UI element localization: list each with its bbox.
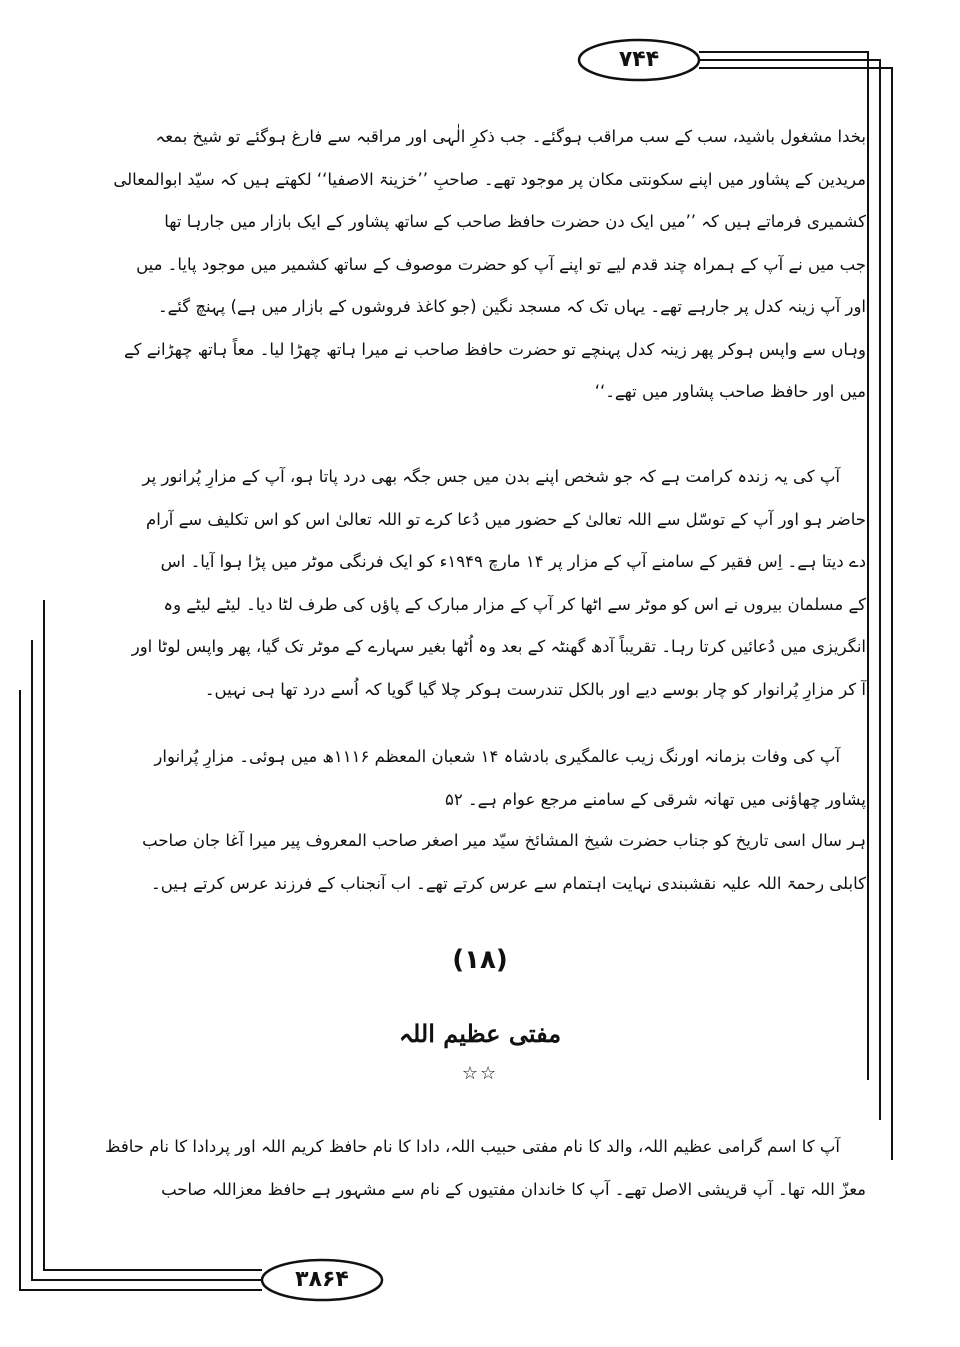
paragraph-1-line: اور آپ زینہ کدل پر جارہے تھے۔ یہاں تک کہ مسجد نگین (جو کاغذ فروشوں کے بازار میں ہے) پہنچ گئے۔	[157, 297, 866, 316]
chapter-number: (۱۸)	[452, 945, 508, 975]
bottom-page-number: ۳۸۶۴	[295, 1267, 349, 1292]
paragraph-3	[96, 736, 866, 821]
paragraph-2-line: آپ کی یہ زندہ کرامت ہے کہ جو شخص اپنے بدن میں جس جگہ بھی درد پاتا ہو، آپ کے مزارِ پُرانور پر	[142, 467, 840, 486]
paragraph-3-line: پشاور چھاؤنی میں تھانہ شرقی کے سامنے مرجع عوام ہے۔ ۵۲	[445, 789, 866, 809]
paragraph-1-line: وہاں سے واپس ہوکر پھر زینہ کدل پہنچے تو حضرت حافظ صاحب نے میرا ہاتھ چھڑا لیا۔ معاً ہاتھ چھڑانے کے	[123, 339, 866, 359]
paragraph-1	[96, 116, 866, 414]
paragraph-5	[96, 1126, 866, 1211]
top-page-number: ۷۴۴	[618, 47, 660, 72]
paragraph-4-line: ہر سال اسی تاریخ کو جناب حضرت شیخ المشائخ سیّد میر اصغر صاحب المعروف پیر میرا آغا جان صاحب	[142, 831, 866, 850]
section-heading: مفتی عظیم اللہ	[398, 1019, 562, 1048]
paragraph-5-line: آپ کا اسم گرامی عظیم اللہ، والد کا نام مفتی حبیب اللہ، دادا کا نام حافظ کریم اللہ اور پردادا کا نام حافظ	[105, 1137, 840, 1156]
paragraph-2	[96, 456, 866, 711]
paragraph-2-line: انگریزی میں دُعائیں کرتا رہا۔ تقریباً آدھ گھنٹہ کے بعد وہ اُٹھا بغیر سہارے کے موٹر تک گیا، پھر واپس لوٹا اور	[131, 637, 866, 656]
paragraph-4	[96, 820, 866, 905]
paragraph-2-line: کے مسلمان بیروں نے اس کو موٹر سے اٹھا کر آپ کے مزار مبارک کے پاؤں کی طرف لٹا دیا۔ لیٹے لیٹے وہ	[163, 594, 866, 614]
paragraph-1-line: مریدین کے پشاور میں اپنے سکونتی مکان پر موجود تھے۔ صاحبِ ’’خزینۃ الاصفیا‘‘ لکھتے ہیں کہ سیّد ابوالمعالی	[113, 169, 866, 189]
paragraph-1-line: کشمیری فرماتے ہیں کہ ’’میں ایک دن حضرت حافظ صاحب کے ساتھ پشاور کے ایک بازار میں جارہا تھا	[164, 212, 866, 231]
paragraph-2-line: حاضر ہو اور آپ کے توسّل سے اللہ تعالیٰ کے حضور میں دُعا کرے تو اللہ تعالیٰ اس کو اس تکلیف سے آرام	[146, 509, 866, 529]
star-ornament-icon: ☆☆	[461, 1063, 499, 1084]
paragraph-2-line: دے دیتا ہے۔ اِس فقیر کے سامنے آپ کے مزار پر ۱۴ مارچ ۱۹۴۹ء کو ایک فرنگی موٹر میں پڑا ہوا آیا۔ اس	[160, 552, 866, 571]
paragraph-2-line: آ کر مزارِ پُرانوار کو چار بوسے دیے اور بالکل تندرست ہوکر چلا گیا گویا کہ اُسے درد تھا ہی نہیں۔	[204, 679, 866, 699]
paragraph-1-line: جب میں نے آپ کے ہمراہ چند قدم لیے تو اپنے آپ کو حضرت موصوف کے ساتھ کشمیر میں موجود پایا۔ میں	[136, 254, 866, 274]
paragraph-3-line: آپ کی وفات بزمانہ اورنگ زیب عالمگیری بادشاہ ۱۴ شعبان المعظم ۱۱۱۶ھ میں ہوئی۔ مزارِ پُرانوار	[154, 747, 840, 766]
paragraph-1-line: میں اور حافظ صاحب پشاور میں تھے۔‘‘	[594, 382, 866, 401]
paragraph-4-line: کابلی رحمۃ اللہ علیہ نقشبندی نہایت اہتمام سے عرس کرتے تھے۔ اب آنجناب کے فرزند عرس کرتے ہیں۔	[151, 873, 866, 893]
paragraph-1-line: بخدا مشغول باشید، سب کے سب مراقب ہوگئے۔ جب ذکرِ الٰہی اور مراقبہ سے فارغ ہوگئے تو شیخ بمعہ	[155, 127, 866, 146]
paragraph-5-line: معزّ اللہ تھا۔ آپ قریشی الاصل تھے۔ آپ کا خاندان مفتیوں کے نام سے مشہور ہے حافظ معزاللہ صاحب	[161, 1179, 866, 1199]
